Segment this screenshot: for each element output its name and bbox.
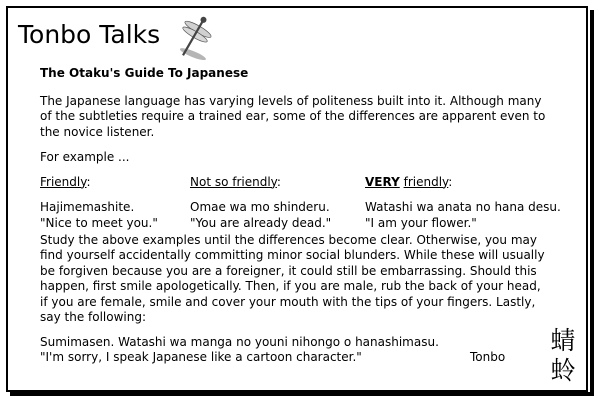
column-not-so-friendly (190, 175, 331, 232)
english-translation: "Nice to meet you." (40, 215, 158, 230)
kanji-char: 蜻 (550, 326, 576, 355)
dragonfly-icon (157, 10, 229, 66)
column-heading: Friendly: (40, 174, 91, 189)
article-body (40, 66, 561, 366)
intro-paragraph: The Japanese language has varying levels of politeness built into it. Although many of the subtleties require a trained ear, some of the differences are apparent even to the novice listener. (40, 93, 546, 139)
japanese-phrase: Omae wa mo shinderu. (190, 200, 330, 214)
page-title: Tonbo Talks (18, 20, 161, 49)
example-lead: For example ... (40, 150, 130, 164)
article-subtitle: The Otaku's Guide To Japanese (40, 66, 249, 80)
closing-block (40, 335, 550, 366)
english-translation: "You are already dead." (190, 215, 332, 230)
column-friendly (40, 175, 158, 232)
closing-english: "I'm sorry, I speak Japanese like a cartoon character." (40, 350, 362, 364)
japanese-phrase: Watashi wa anata no hana desu. (365, 200, 561, 214)
closing-japanese: Sumimasen. Watashi wa manga no youni nihongo o hanashimasu. (40, 334, 439, 349)
column-heading: Not so friendly: (190, 174, 281, 189)
kanji-tonbo (548, 326, 578, 386)
advice-paragraph: Study the above examples until the differences become clear. Otherwise, you may find yourself accidentally committing minor social blunders. While these will usually be forgiven because you are a foreigner, it could still be embarrassing. Should this happen, first smile apologetically. Then, if you are male, rub the back of your head, if you are female, smile and cover your mouth with the tips of your fingers. Lastly, say the following: (40, 232, 545, 324)
kanji-char: 蛉 (550, 356, 576, 385)
japanese-phrase: Hajimemashite. (40, 200, 135, 214)
examples-table (40, 174, 561, 233)
english-translation: "I am your flower." (365, 215, 477, 230)
column-heading: VERY friendly: (365, 174, 453, 189)
frame-shadow-bottom (10, 392, 594, 396)
column-very-friendly (365, 175, 561, 232)
frame-shadow-right (590, 10, 594, 396)
signature: Tonbo (470, 350, 506, 364)
